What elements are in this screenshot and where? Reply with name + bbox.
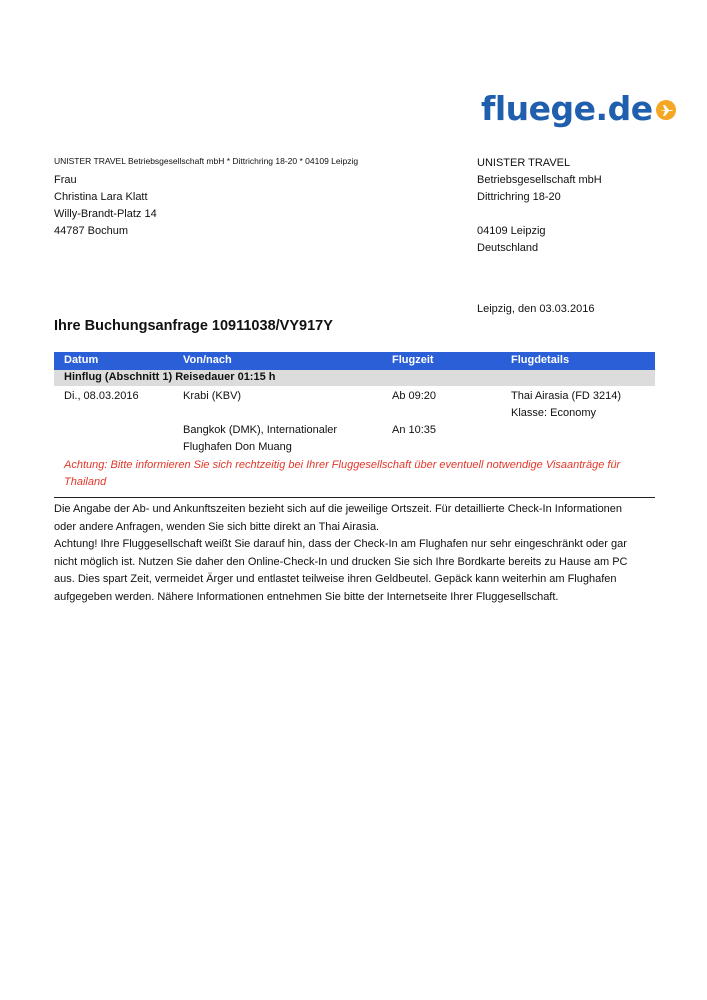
note-line: Achtung! Ihre Fluggesellschaft weißt Sie darauf hin, dass der Check-In am Flughafen nur sehr eingeschränkt oder gar [54,538,627,550]
letter-date: Leipzig, den 03.03.2016 [477,303,595,315]
company-name: UNISTER TRAVEL [477,157,571,169]
recipient-name: Christina Lara Klatt [54,191,148,203]
recipient-address [54,172,157,240]
note-line: oder andere Anfragen, wenden Sie sich bitte direkt an Thai Airasia. [54,520,380,533]
row2-time: An 10:35 [392,424,437,436]
company-country: Deutschland [477,242,539,254]
note-line: Die Angabe der Ab- und Ankunftszeiten bezieht sich auf die jeweilige Ortszeit. Für detaillierte Check-In Informationen [54,503,623,515]
plane-icon [655,99,677,121]
row2-place-cont: Flughafen Don Muang [183,441,292,453]
sender-line: UNISTER TRAVEL Betriebsgesellschaft mbH * Dittrichring 18-20 * 04109 Leipzig [54,156,359,166]
row2-place: Bangkok (DMK), Internationaler [183,424,338,436]
section-label: Hinflug (Abschnitt 1) Reisedauer 01:15 h [64,371,276,383]
recipient-street: Willy-Brandt-Platz 14 [54,208,157,220]
logo-text: fluege.de [481,88,653,128]
visa-warning: Achtung: Bitte informieren Sie sich rechtzeitig bei Ihrer Fluggesellschaft über eventuell notwendige Visaanträge für Thailand [64,459,621,488]
row1-class: Klasse: Economy [511,407,596,419]
company-address [477,155,602,257]
brand-logo [481,86,677,130]
row1-place: Krabi (KBV) [183,390,242,402]
company-city: 04109 Leipzig [477,225,546,237]
flight-table [54,352,655,472]
divider [54,497,655,498]
table-section-row [54,370,655,386]
note-line: aufgegeben werden. Nähere Informationen entnehmen Sie bitte der Internetseite Ihrer Fluggesellschaft. [54,590,559,603]
company-spacer [477,206,602,223]
column-header-details: Flugdetails [511,354,570,366]
note-line: aus. Dies spart Zeit, vermeidet Ärger und entlastet teilweise ihren Geldbeutel. Gepäck kann weiterhin am Flughafen [54,573,617,585]
page-title: Ihre Buchungsanfrage 10911038/VY917Y [54,318,333,334]
info-note [54,501,657,606]
recipient-salutation: Frau [54,174,77,186]
company-street: Dittrichring 18-20 [477,191,561,203]
row1-date: Di., 08.03.2016 [64,390,139,402]
column-header-date: Datum [64,354,99,366]
row1-time: Ab 09:20 [392,390,437,402]
column-header-route: Von/nach [183,354,232,366]
column-header-time: Flugzeit [392,354,434,366]
table-header [54,352,655,370]
recipient-city: 44787 Bochum [54,225,128,237]
row1-airline: Thai Airasia (FD 3214) [511,390,622,402]
note-line: nicht möglich ist. Nutzen Sie daher den Online-Check-In und drucken Sie sich Ihre Bordkarte bereits zu Hause am PC [54,555,628,568]
company-legal: Betriebsgesellschaft mbH [477,174,602,186]
